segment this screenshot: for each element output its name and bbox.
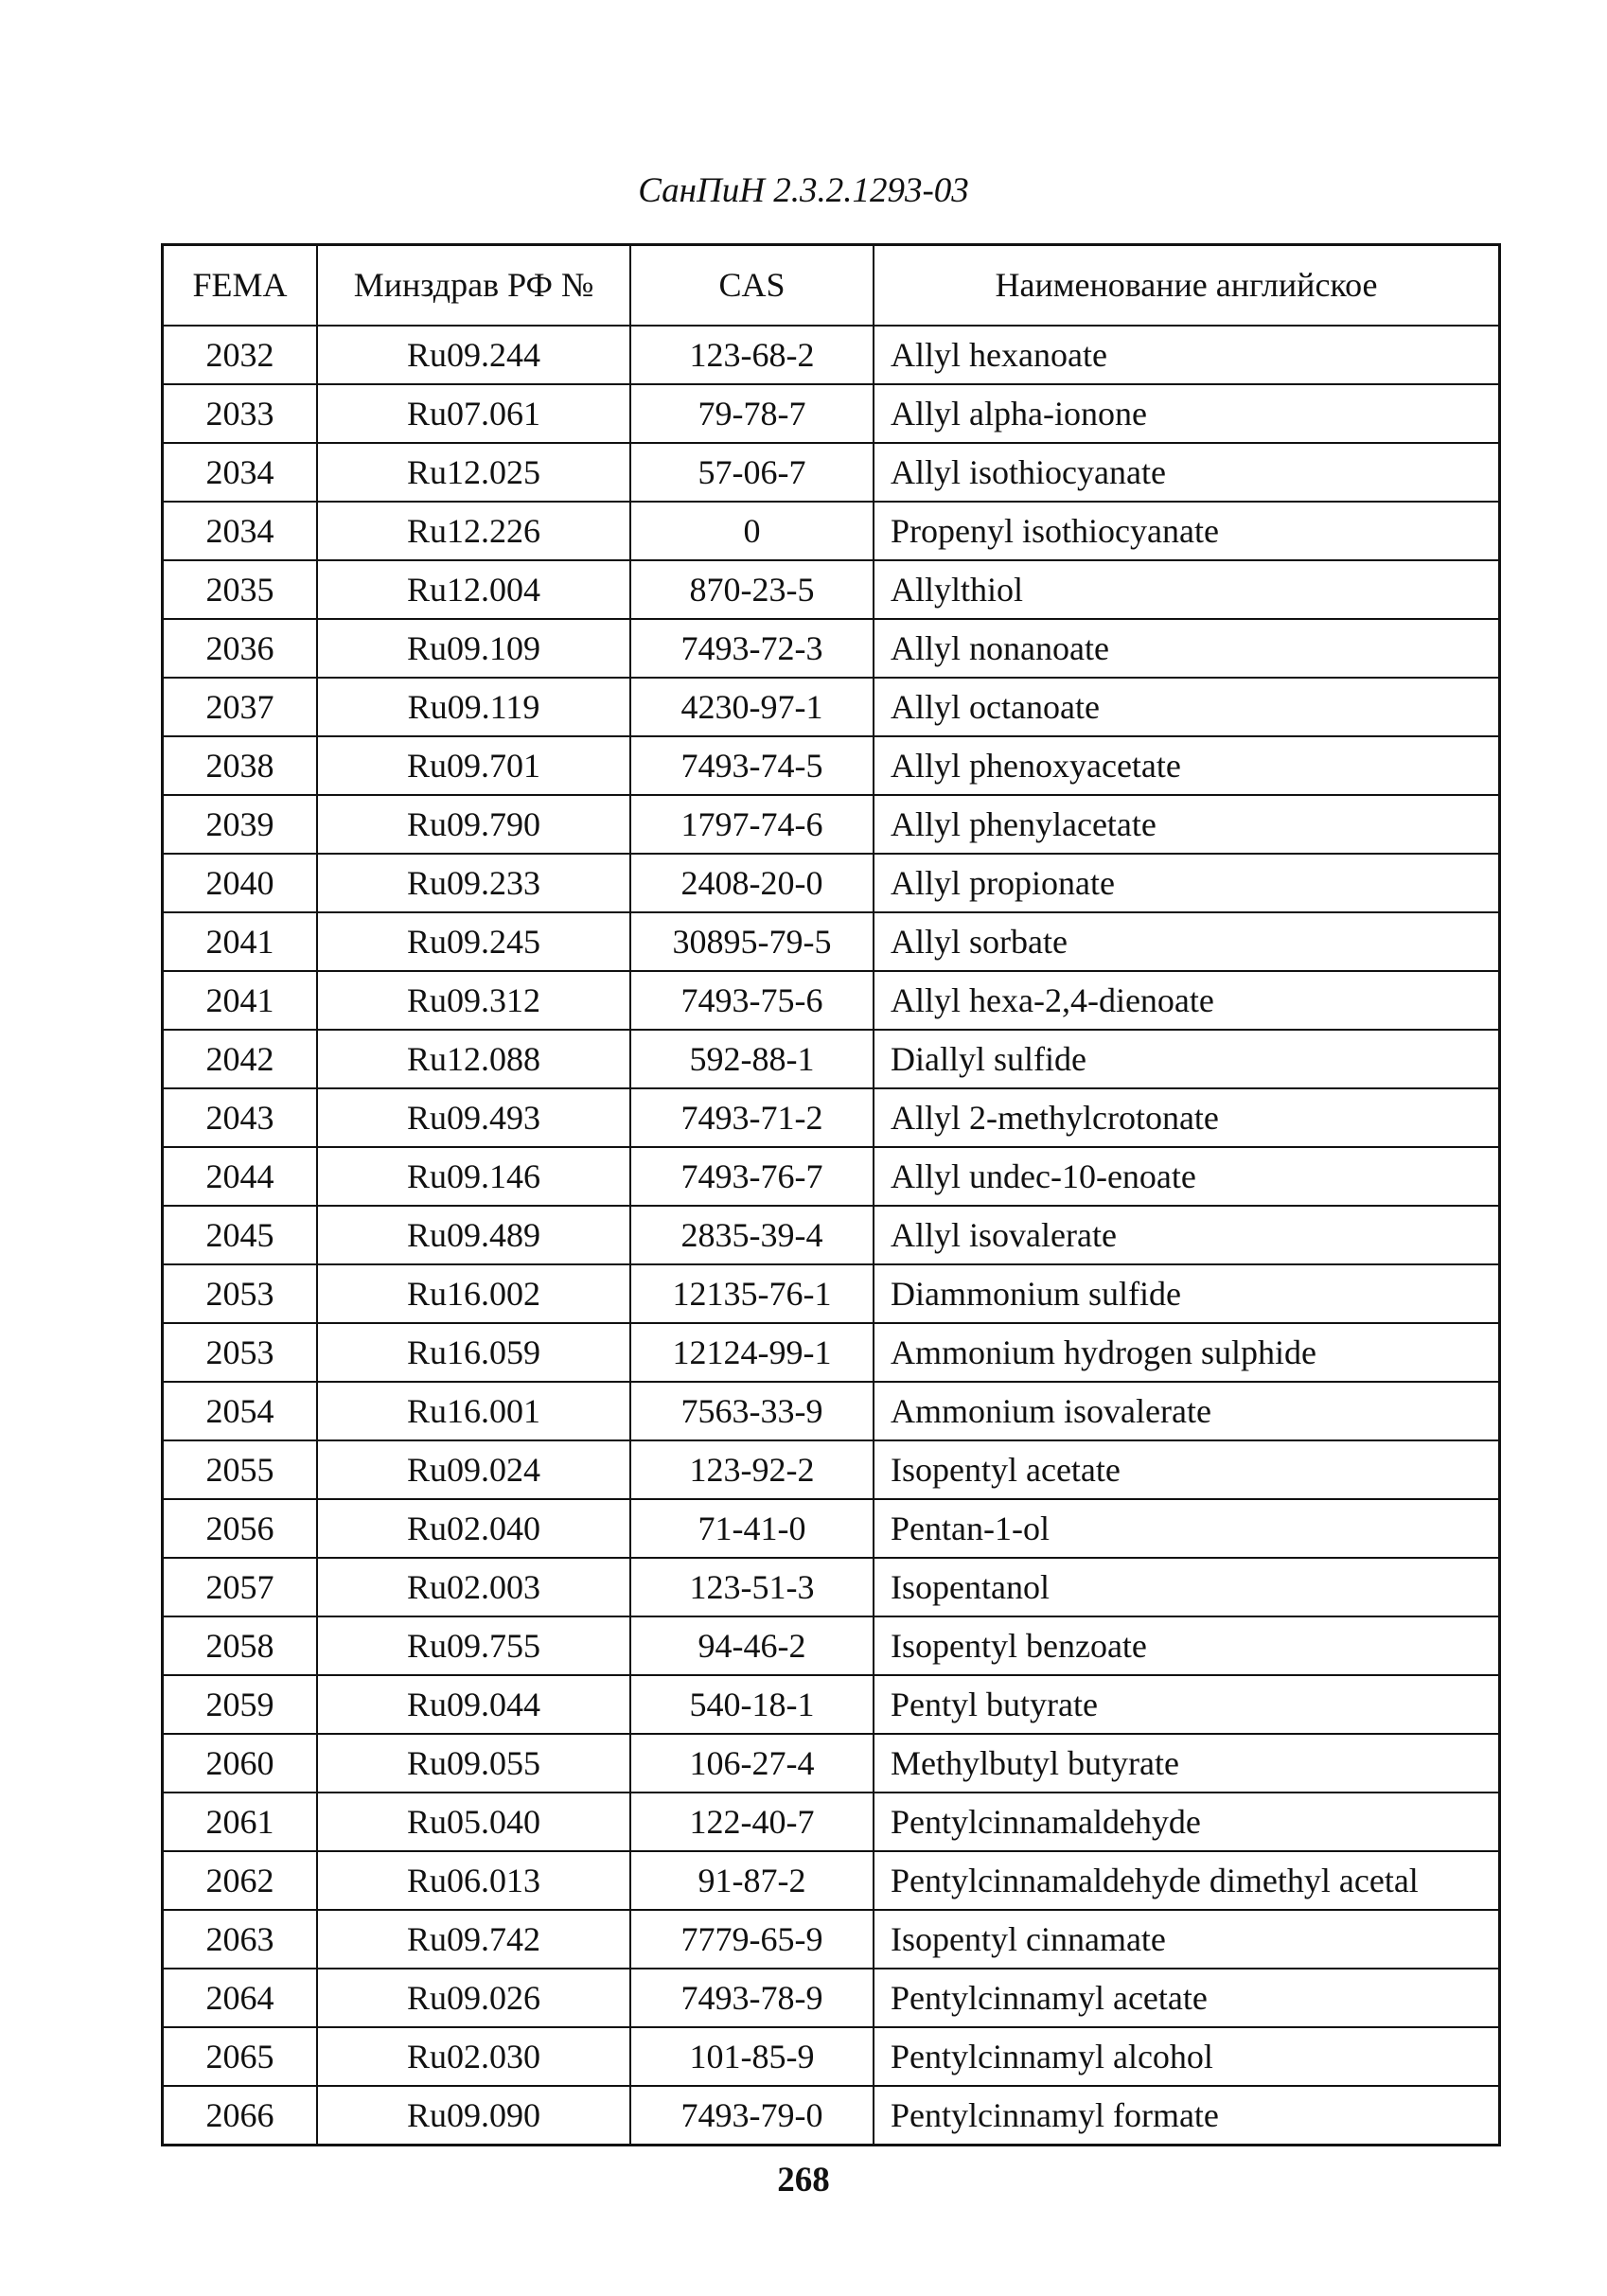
cell-cas: 870-23-5 xyxy=(630,560,874,619)
cell-fema: 2034 xyxy=(163,443,318,502)
cell-cas: 592-88-1 xyxy=(630,1030,874,1088)
cell-cas: 12124-99-1 xyxy=(630,1323,874,1382)
cell-fema: 2053 xyxy=(163,1323,318,1382)
cell-cas: 7563-33-9 xyxy=(630,1382,874,1440)
cell-cas: 71-41-0 xyxy=(630,1499,874,1558)
table-row xyxy=(163,1616,1500,1675)
cell-minzdrav: Ru12.226 xyxy=(317,502,630,560)
table-row xyxy=(163,1793,1500,1851)
table-body xyxy=(163,326,1500,2146)
cell-cas: 123-92-2 xyxy=(630,1440,874,1499)
cell-name-english: Allyl propionate xyxy=(874,854,1500,912)
cell-fema: 2055 xyxy=(163,1440,318,1499)
table-row xyxy=(163,502,1500,560)
table-row xyxy=(163,1558,1500,1616)
cell-name-english: Allyl octanoate xyxy=(874,678,1500,736)
cell-minzdrav: Ru02.040 xyxy=(317,1499,630,1558)
cell-minzdrav: Ru05.040 xyxy=(317,1793,630,1851)
cell-cas: 0 xyxy=(630,502,874,560)
cell-minzdrav: Ru09.790 xyxy=(317,795,630,854)
cell-cas: 30895-79-5 xyxy=(630,912,874,971)
table-row xyxy=(163,2027,1500,2086)
cell-cas: 2408-20-0 xyxy=(630,854,874,912)
cell-cas: 12135-76-1 xyxy=(630,1264,874,1323)
cell-minzdrav: Ru09.489 xyxy=(317,1206,630,1264)
cell-name-english: Allyl sorbate xyxy=(874,912,1500,971)
header-cas: CAS xyxy=(630,245,874,327)
cell-fema: 2060 xyxy=(163,1734,318,1793)
cell-name-english: Isopentyl acetate xyxy=(874,1440,1500,1499)
cell-fema: 2059 xyxy=(163,1675,318,1734)
cell-fema: 2054 xyxy=(163,1382,318,1440)
table-row xyxy=(163,1206,1500,1264)
table-row xyxy=(163,1910,1500,1969)
cell-name-english: Ammonium isovalerate xyxy=(874,1382,1500,1440)
header-row xyxy=(163,245,1500,327)
cell-fema: 2063 xyxy=(163,1910,318,1969)
cell-minzdrav: Ru09.701 xyxy=(317,736,630,795)
cell-minzdrav: Ru09.244 xyxy=(317,326,630,384)
cell-fema: 2057 xyxy=(163,1558,318,1616)
table-row xyxy=(163,1675,1500,1734)
cell-name-english: Isopentanol xyxy=(874,1558,1500,1616)
cell-name-english: Methylbutyl butyrate xyxy=(874,1734,1500,1793)
cell-fema: 2042 xyxy=(163,1030,318,1088)
cell-name-english: Pentylcinnamyl acetate xyxy=(874,1969,1500,2027)
cell-minzdrav: Ru02.003 xyxy=(317,1558,630,1616)
cell-cas: 94-46-2 xyxy=(630,1616,874,1675)
cell-name-english: Allyl alpha-ionone xyxy=(874,384,1500,443)
header-minzdrav: Минздрав РФ № xyxy=(317,245,630,327)
cell-name-english: Ammonium hydrogen sulphide xyxy=(874,1323,1500,1382)
cell-name-english: Allyl isovalerate xyxy=(874,1206,1500,1264)
table-row xyxy=(163,1147,1500,1206)
cell-fema: 2066 xyxy=(163,2086,318,2146)
cell-fema: 2032 xyxy=(163,326,318,384)
cell-fema: 2056 xyxy=(163,1499,318,1558)
header-fema: FEMA xyxy=(163,245,318,327)
cell-fema: 2034 xyxy=(163,502,318,560)
page-header: СанПиН 2.3.2.1293-03 xyxy=(638,171,969,210)
cell-cas: 122-40-7 xyxy=(630,1793,874,1851)
cell-name-english: Allylthiol xyxy=(874,560,1500,619)
cell-cas: 79-78-7 xyxy=(630,384,874,443)
table-row xyxy=(163,1088,1500,1147)
cell-name-english: Allyl phenylacetate xyxy=(874,795,1500,854)
cell-fema: 2045 xyxy=(163,1206,318,1264)
cell-name-english: Allyl 2-methylcrotonate xyxy=(874,1088,1500,1147)
cell-fema: 2062 xyxy=(163,1851,318,1910)
header-name-english: Наименование английское xyxy=(874,245,1500,327)
cell-minzdrav: Ru16.059 xyxy=(317,1323,630,1382)
cell-fema: 2061 xyxy=(163,1793,318,1851)
cell-name-english: Isopentyl benzoate xyxy=(874,1616,1500,1675)
cell-name-english: Allyl phenoxyacetate xyxy=(874,736,1500,795)
cell-name-english: Pentan-1-ol xyxy=(874,1499,1500,1558)
cell-name-english: Pentylcinnamaldehyde dimethyl acetal xyxy=(874,1851,1500,1910)
cell-fema: 2058 xyxy=(163,1616,318,1675)
table-row xyxy=(163,443,1500,502)
table-row xyxy=(163,1323,1500,1382)
table-row xyxy=(163,1969,1500,2027)
cell-name-english: Allyl undec-10-enoate xyxy=(874,1147,1500,1206)
cell-fema: 2036 xyxy=(163,619,318,678)
cell-minzdrav: Ru12.088 xyxy=(317,1030,630,1088)
page-number: 268 xyxy=(777,2161,830,2199)
cell-cas: 123-51-3 xyxy=(630,1558,874,1616)
table-row xyxy=(163,1734,1500,1793)
table-row xyxy=(163,1499,1500,1558)
cell-minzdrav: Ru16.001 xyxy=(317,1382,630,1440)
table-row xyxy=(163,854,1500,912)
cell-minzdrav: Ru09.119 xyxy=(317,678,630,736)
cell-name-english: Allyl hexa-2,4-dienoate xyxy=(874,971,1500,1030)
table-row xyxy=(163,1440,1500,1499)
cell-fema: 2064 xyxy=(163,1969,318,2027)
cell-fema: 2041 xyxy=(163,912,318,971)
cell-fema: 2033 xyxy=(163,384,318,443)
cell-fema: 2040 xyxy=(163,854,318,912)
cell-name-english: Pentylcinnamyl formate xyxy=(874,2086,1500,2146)
cell-cas: 57-06-7 xyxy=(630,443,874,502)
cell-name-english: Allyl nonanoate xyxy=(874,619,1500,678)
table-row xyxy=(163,795,1500,854)
cell-cas: 101-85-9 xyxy=(630,2027,874,2086)
table-row xyxy=(163,678,1500,736)
table-header xyxy=(163,245,1500,327)
table-row xyxy=(163,1851,1500,1910)
table-row xyxy=(163,384,1500,443)
table-row xyxy=(163,1264,1500,1323)
cell-cas: 91-87-2 xyxy=(630,1851,874,1910)
cell-cas: 540-18-1 xyxy=(630,1675,874,1734)
cell-minzdrav: Ru09.312 xyxy=(317,971,630,1030)
cell-minzdrav: Ru09.090 xyxy=(317,2086,630,2146)
cell-minzdrav: Ru09.146 xyxy=(317,1147,630,1206)
cell-name-english: Pentyl butyrate xyxy=(874,1675,1500,1734)
cell-cas: 123-68-2 xyxy=(630,326,874,384)
cell-cas: 7493-79-0 xyxy=(630,2086,874,2146)
cell-fema: 2035 xyxy=(163,560,318,619)
cell-cas: 106-27-4 xyxy=(630,1734,874,1793)
cell-minzdrav: Ru09.233 xyxy=(317,854,630,912)
table-row xyxy=(163,912,1500,971)
cell-name-english: Allyl isothiocyanate xyxy=(874,443,1500,502)
cell-minzdrav: Ru09.109 xyxy=(317,619,630,678)
cell-cas: 1797-74-6 xyxy=(630,795,874,854)
cell-minzdrav: Ru09.055 xyxy=(317,1734,630,1793)
cell-minzdrav: Ru09.044 xyxy=(317,1675,630,1734)
cell-minzdrav: Ru09.245 xyxy=(317,912,630,971)
cell-fema: 2053 xyxy=(163,1264,318,1323)
cell-fema: 2043 xyxy=(163,1088,318,1147)
cell-minzdrav: Ru09.024 xyxy=(317,1440,630,1499)
cell-cas: 7493-74-5 xyxy=(630,736,874,795)
cell-minzdrav: Ru12.004 xyxy=(317,560,630,619)
cell-minzdrav: Ru09.493 xyxy=(317,1088,630,1147)
table-row xyxy=(163,1382,1500,1440)
cell-name-english: Allyl hexanoate xyxy=(874,326,1500,384)
cell-minzdrav: Ru09.755 xyxy=(317,1616,630,1675)
cell-fema: 2065 xyxy=(163,2027,318,2086)
cell-minzdrav: Ru16.002 xyxy=(317,1264,630,1323)
cell-cas: 7493-78-9 xyxy=(630,1969,874,2027)
table-row xyxy=(163,971,1500,1030)
cell-name-english: Pentylcinnamyl alcohol xyxy=(874,2027,1500,2086)
substances-table xyxy=(161,243,1501,2146)
table-row xyxy=(163,2086,1500,2146)
cell-cas: 7493-71-2 xyxy=(630,1088,874,1147)
cell-minzdrav: Ru12.025 xyxy=(317,443,630,502)
table-row xyxy=(163,736,1500,795)
cell-fema: 2041 xyxy=(163,971,318,1030)
cell-cas: 7493-72-3 xyxy=(630,619,874,678)
cell-name-english: Propenyl isothiocyanate xyxy=(874,502,1500,560)
table-row xyxy=(163,619,1500,678)
cell-fema: 2037 xyxy=(163,678,318,736)
cell-fema: 2038 xyxy=(163,736,318,795)
cell-minzdrav: Ru09.026 xyxy=(317,1969,630,2027)
cell-minzdrav: Ru09.742 xyxy=(317,1910,630,1969)
cell-minzdrav: Ru07.061 xyxy=(317,384,630,443)
cell-cas: 7779-65-9 xyxy=(630,1910,874,1969)
cell-fema: 2039 xyxy=(163,795,318,854)
table-row xyxy=(163,326,1500,384)
table-row xyxy=(163,560,1500,619)
cell-cas: 4230-97-1 xyxy=(630,678,874,736)
cell-name-english: Diallyl sulfide xyxy=(874,1030,1500,1088)
cell-cas: 7493-75-6 xyxy=(630,971,874,1030)
cell-name-english: Isopentyl cinnamate xyxy=(874,1910,1500,1969)
cell-minzdrav: Ru06.013 xyxy=(317,1851,630,1910)
cell-cas: 7493-76-7 xyxy=(630,1147,874,1206)
cell-name-english: Diammonium sulfide xyxy=(874,1264,1500,1323)
cell-fema: 2044 xyxy=(163,1147,318,1206)
cell-name-english: Pentylcinnamaldehyde xyxy=(874,1793,1500,1851)
cell-cas: 2835-39-4 xyxy=(630,1206,874,1264)
table-row xyxy=(163,1030,1500,1088)
cell-minzdrav: Ru02.030 xyxy=(317,2027,630,2086)
